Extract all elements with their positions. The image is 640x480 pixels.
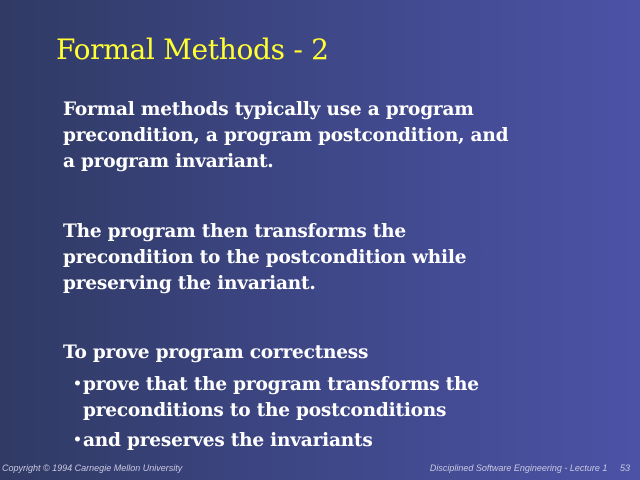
bullet-item-preserve-invariants	[73, 427, 593, 454]
paragraph-program-transform: The program then transforms the precondition to the postcondition while preserving the invariant.	[63, 221, 467, 294]
bullet-text-line: prove that the program transforms the	[83, 374, 479, 395]
footer-course-info	[430, 463, 630, 473]
bullet-text-continuation: preconditions to the postconditions	[83, 400, 447, 421]
bullet-text-line: and preserves the invariants	[83, 430, 373, 451]
bullet-icon: •	[73, 432, 82, 448]
paragraph-formal-methods: Formal methods typically use a program precondition, a program postcondition, and a program invariant.	[63, 99, 509, 172]
footer-copyright: Copyright © 1994 Carnegie Mellon University	[2, 463, 183, 473]
bullet-item-prove-transform	[73, 371, 593, 424]
paragraph-prove-correctness: To prove program correctness	[63, 342, 369, 363]
footer-page-number: 53	[619, 463, 630, 473]
bullet-icon: •	[73, 376, 82, 392]
slide-title: Formal Methods - 2	[56, 33, 329, 66]
footer-course-title: Disciplined Software Engineering - Lecture 1	[429, 463, 608, 473]
